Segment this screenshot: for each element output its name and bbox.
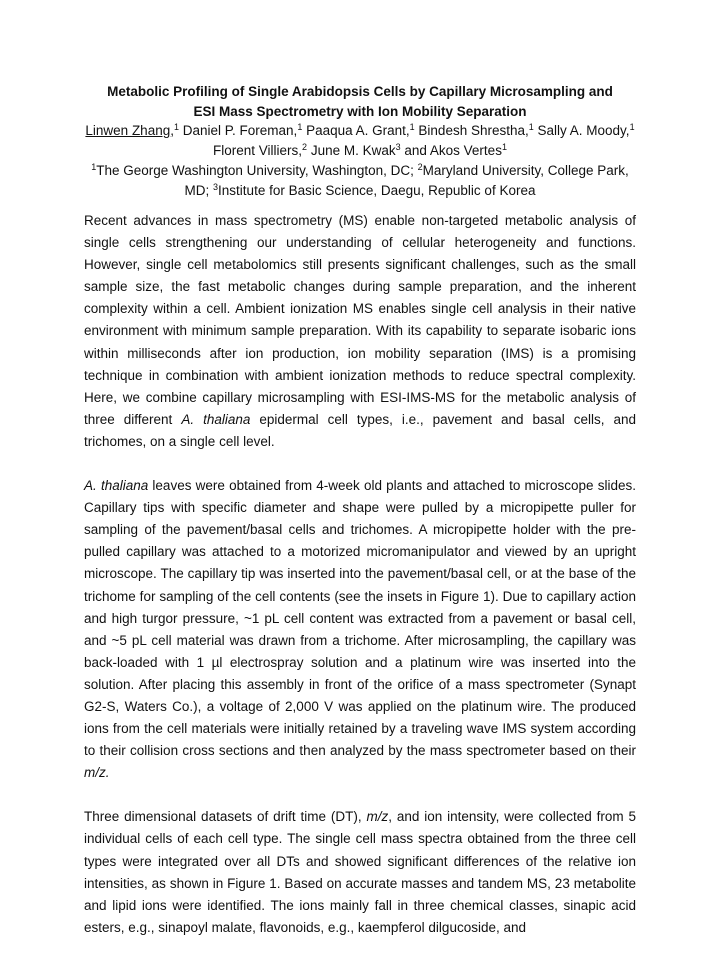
author-name: Linwen Zhang [85,123,171,139]
paper-title [84,82,636,121]
author-name: Paaqua A. Grant, [302,123,410,139]
species-name: A. thaliana [181,411,251,427]
paper-header [84,82,636,200]
paragraph-text: Three dimensional datasets of drift time (DT), [84,809,367,825]
author-list: Linwen Zhang,$^1$ Daniel P. Foreman,$^1$ Paaqua A. Grant,$^1$ Bindesh Shrestha,$^1$ Sally A. Moody,$^1$ Florent Villiers,$^2$ June M. Kwak$^3$ and Akos Vertes$^1$ [85,122,635,159]
paragraph-3 [84,806,636,939]
author-name: June M. Kwak [307,143,396,159]
paragraph-text: , and ion intensity, were collected from 5 individual cells of each cell type. The single cell mass spectra obtained from the three cell types were integrated over all DTs and showed significant differences of the relative ion intensities, as shown in Figure 1. Based on accurate masses and tandem MS, 23 metabolite and lipid ions were identified. The ions mainly fall in three chemical classes, sinapic acid esters, e.g., sinapoyl malate, flavonoids, e.g., kaempferol dilgucoside, and [84,809,636,935]
author-superscript: 1 [528,122,534,133]
author-name: Daniel P. Foreman, [179,123,298,139]
author-superscript: 2 [302,142,308,153]
mz-term: m/z [366,809,389,825]
affiliation-text: Maryland University, College Park, MD; [184,162,629,198]
author-name: Sally A. Moody, [533,123,630,139]
author-superscript: 1 [629,122,635,133]
author-name: Florent Villiers, [213,143,303,159]
author-superscript: 1 [173,122,179,133]
author-name: Bindesh Shrestha, [414,123,529,139]
paragraph-1 [84,210,636,453]
paragraph-text: leaves were obtained from 4-week old plants and attached to microscope slides. Capillary tips with specific diameter and shape were pulled by a micropipette puller for sampling of the pavement/basal cells and trichomes. A micropipette holder with the pre-pulled capillary was attached to a motorized micromanipulator and viewed by an upright microscope. The capillary tip was inserted into the pavement/basal cell, or at the base of the trichome for sampling of the cell contents (see the insets in Figure 1). Due to capillary action and high turgor pressure, ~1 pL cell content was extracted from a pavement or basal cell, and ~5 pL cell material was drawn from a trichome. After microsampling, the capillary was back-loaded with 1 µl electrospray solution and a platinum wire was inserted into the solution. After placing this assembly in front of the orifice of a mass spectrometer (Synapt G2-S, Waters Co.), a voltage of 2,000 V was applied on the platinum wire. The produced ions from the cell materials were initially retained by a traveling wave IMS system according to their collision cross sections and then analyzed by the mass spectrometer based on their [84,478,636,759]
author-superscript: 1 [501,142,507,153]
title-line-1: Metabolic Profiling of Single Arabidopsis Cells by Capillary Microsampling and [107,84,613,99]
paragraph-2 [84,475,636,784]
abstract-body [84,210,636,961]
paragraph-text: epidermal cell types, i.e., pavement and basal cells, and trichomes, on a single cell level. [84,411,637,449]
affiliation-superscript: 2 [417,161,423,172]
affiliation-text: The George Washington University, Washington, DC; [96,162,418,178]
mz-term: m/z. [84,765,110,781]
author-superscript: 1 [409,122,415,133]
affiliation-superscript: 3 [213,181,219,192]
title-line-2: ESI Mass Spectrometry with Ion Mobility Separation [193,103,527,119]
paragraph-text: Recent advances in mass spectrometry (MS) enable non-targeted metabolic analysis of single cells strengthening our understanding of cellular heterogeneity and functions. However, single cell metabolomics still presents significant challenges, such as the small sample size, the fast metabolic changes during sample preparation, and the inherent complexity within a cell. Ambient ionization MS enables single cell analysis in their native environment with minimum sample preparation. With its capability to separate isobaric ions within milliseconds after ion production, ion mobility separation (IMS) is a promising technique in combination with ambient ionization methods to reduce spectral complexity. Here, we combine capillary microsampling with ESI-IMS-MS for the metabolic analysis of three different [84,213,636,427]
author-superscript: 1 [297,122,303,133]
affiliation-superscript: 1 [91,161,97,172]
author-superscript: 3 [395,142,401,153]
affiliation-text: Institute for Basic Science, Daegu, Republic of Korea [218,182,536,198]
species-name: A. thaliana [84,478,149,494]
author-name: and Akos Vertes [400,143,502,159]
affiliations [84,161,636,200]
